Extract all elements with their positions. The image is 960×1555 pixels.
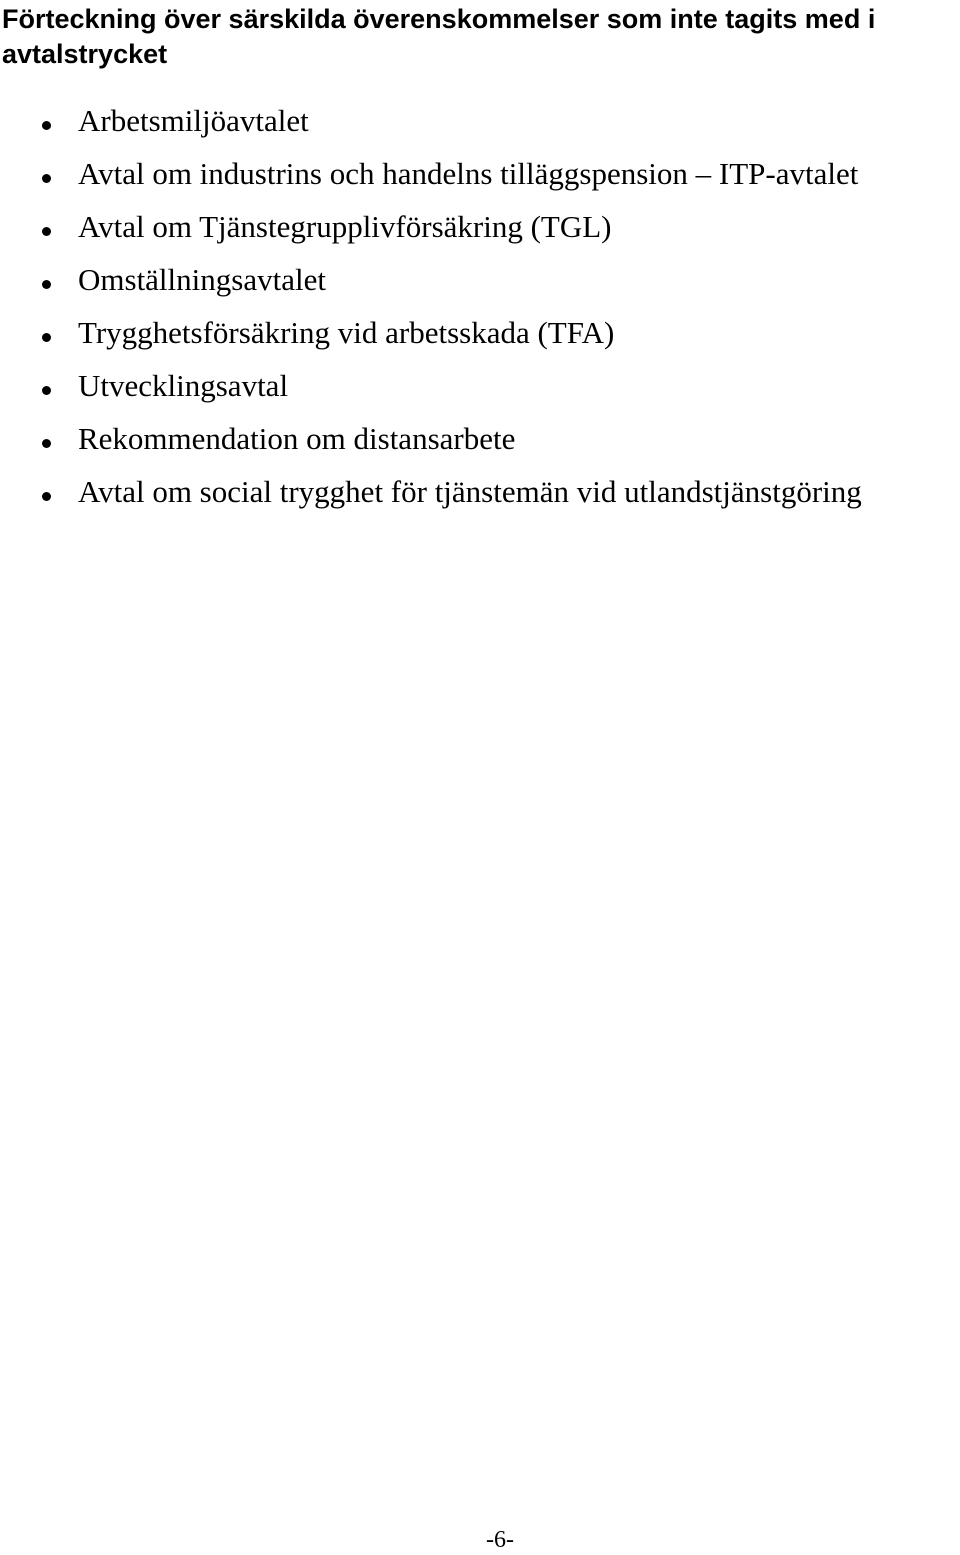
list-item (0, 151, 960, 204)
bullet-icon (42, 333, 51, 342)
list-item-text: Avtal om social trygghet för tjänstemän vid utlandstjänstgöring (78, 474, 862, 509)
list-item (0, 204, 960, 257)
list-item (0, 363, 960, 416)
bullet-icon (42, 174, 51, 183)
list-item-text: Avtal om industrins och handelns tilläggspension – ITP-avtalet (78, 156, 859, 191)
bullet-icon (42, 386, 51, 395)
list-item (0, 469, 960, 522)
list-item (0, 257, 960, 310)
list-item-text: Utvecklingsavtal (78, 368, 289, 403)
list-item (0, 310, 960, 363)
agreement-list (0, 98, 960, 522)
bullet-icon (42, 121, 51, 130)
list-item (0, 98, 960, 151)
list-item-text: Avtal om Tjänstegrupplivförsäkring (TGL) (78, 209, 612, 244)
page-title: Förteckning över särskilda överenskommelser som inte tagits med i avtalstrycket (2, 4, 876, 69)
bullet-icon (42, 280, 51, 289)
bullet-icon (42, 227, 51, 236)
page-number: -6- (486, 1527, 514, 1553)
list-item-text: Arbetsmiljöavtalet (78, 103, 309, 138)
list-item-text: Omställningsavtalet (78, 262, 326, 297)
bullet-icon (42, 492, 51, 501)
bullet-icon (42, 439, 51, 448)
list-item-text: Rekommendation om distansarbete (78, 421, 516, 456)
list-item-text: Trygghetsförsäkring vid arbetsskada (TFA) (78, 315, 615, 350)
list-item (0, 416, 960, 469)
